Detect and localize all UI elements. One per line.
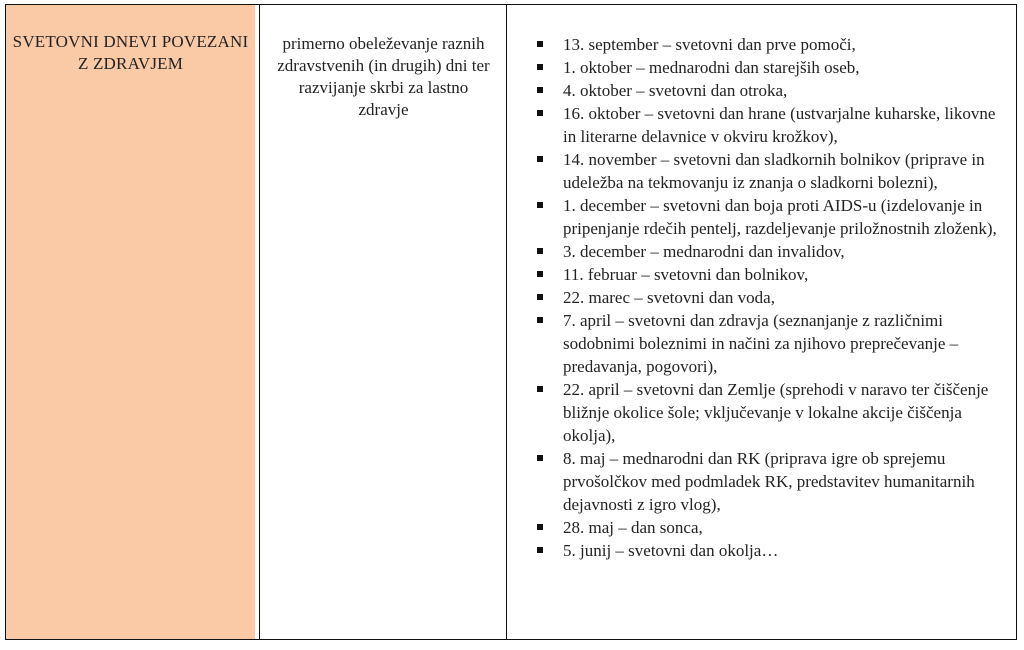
list-item-text: 13. september – svetovni dan prve pomoči, (563, 35, 856, 54)
list-item-text: 3. december – mednarodni dan invalidov, (563, 242, 845, 261)
list-item (537, 102, 1008, 148)
goal-cell (259, 5, 507, 639)
list-item (537, 516, 1008, 539)
list-item (537, 539, 1008, 562)
square-bullet-icon (537, 248, 543, 254)
list-item (537, 194, 1008, 240)
list-item-text: 22. april – svetovni dan Zemlje (sprehodi v naravo ter čiščenje bližnje okolice šole; vključevanje v lokalne akcije čiščenja okolja), (563, 380, 989, 445)
list-item-text: 4. oktober – svetovni dan otroka, (563, 81, 788, 100)
square-bullet-icon (537, 386, 543, 392)
list-item (537, 286, 1008, 309)
list-item (537, 240, 1008, 263)
goal-text: primerno obeleževanje raznih zdravstvenih (in drugih) dni ter razvijanje skrbi za lastno zdravje (277, 34, 490, 119)
square-bullet-icon (537, 202, 543, 208)
activity-list (537, 33, 1008, 562)
list-item-text: 5. junij – svetovni dan okolja… (563, 541, 779, 560)
square-bullet-icon (537, 294, 543, 300)
list-item (537, 56, 1008, 79)
list-item (537, 148, 1008, 194)
list-item (537, 378, 1008, 447)
list-item-text: 11. februar – svetovni dan bolnikov, (563, 265, 809, 284)
health-days-table (5, 4, 1017, 640)
square-bullet-icon (537, 524, 543, 530)
square-bullet-icon (537, 271, 543, 277)
square-bullet-icon (537, 64, 543, 70)
square-bullet-icon (537, 110, 543, 116)
square-bullet-icon (537, 156, 543, 162)
square-bullet-icon (537, 547, 543, 553)
list-item (537, 79, 1008, 102)
list-item (537, 447, 1008, 516)
list-item (537, 33, 1008, 56)
list-item-text: 22. marec – svetovni dan voda, (563, 288, 775, 307)
list-item-text: 1. december – svetovni dan boja proti AIDS-u (izdelovanje in pripenjanje rdečih pentelj, razdeljevanje priložnostnih zloženk), (563, 196, 997, 238)
list-item-text: 8. maj – mednarodni dan RK (priprava igre ob sprejemu prvošolčkov med podmladek RK, predstavitev humanitarnih dejavnosti z igro vlog), (563, 449, 975, 514)
square-bullet-icon (537, 41, 543, 47)
list-item-text: 28. maj – dan sonca, (563, 518, 703, 537)
square-bullet-icon (537, 317, 543, 323)
category-title: SVETOVNI DNEVI POVEZANI Z ZDRAVJEM (12, 32, 249, 73)
activities-cell (507, 5, 1016, 639)
list-item-text: 1. oktober – mednarodni dan starejših oseb, (563, 58, 860, 77)
category-cell (6, 5, 259, 639)
list-item (537, 309, 1008, 378)
list-item-text: 16. oktober – svetovni dan hrane (ustvarjalne kuharske, likovne in literarne delavnice v okviru krožkov), (563, 104, 996, 146)
list-item-text: 7. april – svetovni dan zdravja (seznanjanje z različnimi sodobnimi boleznimi in načini za njihovo preprečevanje – predavanja, pogovori), (563, 311, 959, 376)
list-item-text: 14. november – svetovni dan sladkornih bolnikov (priprave in udeležba na tekmovanju iz znanja o sladkorni bolezni), (563, 150, 985, 192)
square-bullet-icon (537, 87, 543, 93)
square-bullet-icon (537, 455, 543, 461)
list-item (537, 263, 1008, 286)
